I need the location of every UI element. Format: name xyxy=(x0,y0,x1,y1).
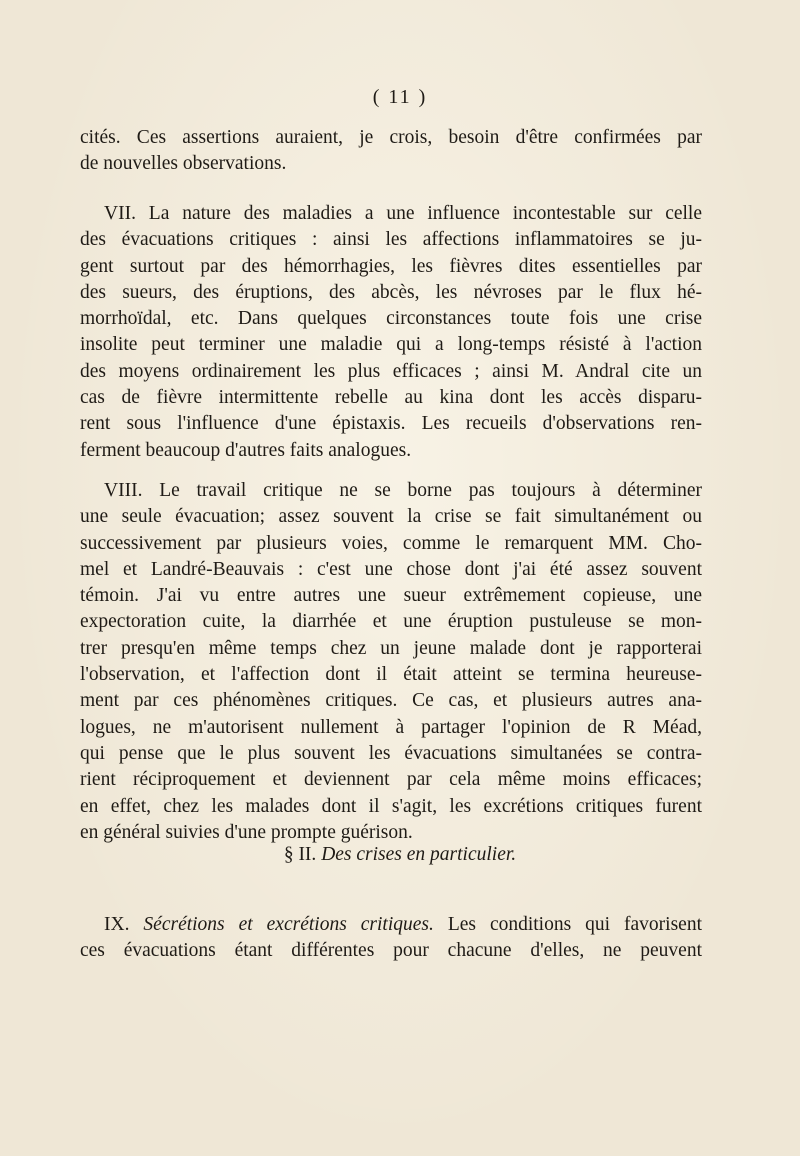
text-line: VII. La nature des maladies a une influence incontestable sur celle xyxy=(104,203,702,224)
paragraph-subject: Sécrétions et excrétions critiques. xyxy=(143,914,434,935)
text-line: insolite peut terminer une maladie qui a long-temps résisté à l'action xyxy=(80,334,702,356)
text-line: rent sous l'influence d'une épistaxis. Les recueils d'observations ren- xyxy=(80,413,702,435)
section-heading xyxy=(0,844,800,866)
text-line xyxy=(80,912,702,938)
text-line: qui pense que le plus souvent les évacuations simultanées se contra- xyxy=(80,742,702,764)
text-line: de nouvelles observations. xyxy=(80,153,287,175)
text-line: des évacuations critiques : ainsi les affections inflammatoires se ju- xyxy=(80,229,702,251)
text-line: expectoration cuite, la diarrhée et une éruption pustuleuse se mon- xyxy=(80,611,702,633)
paragraph-vii xyxy=(80,201,702,464)
text-line: rient réciproquement et deviennent par cela même moins efficaces; xyxy=(80,769,702,791)
text-line: une seule évacuation; assez souvent la crise se fait simultanément ou xyxy=(80,506,702,528)
paragraph-viii xyxy=(80,478,702,846)
text-line: mel et Landré-Beauvais : c'est une chose dont j'ai été assez souvent xyxy=(80,558,702,580)
text-line: des moyens ordinairement les plus efficaces ; ainsi M. Andral cite un xyxy=(80,360,702,382)
paragraph-continuation xyxy=(80,125,702,178)
text-line: ment par ces phénomènes critiques. Ce cas, et plusieurs autres ana- xyxy=(80,690,702,712)
paragraph-ix xyxy=(80,912,702,965)
text-line: VIII. Le travail critique ne se borne pas toujours à déterminer xyxy=(104,480,702,501)
text-fragment: Les conditions qui favorisent xyxy=(447,914,703,935)
text-line: ferment beaucoup d'autres faits analogues. xyxy=(80,439,412,461)
section-mark: § II. xyxy=(283,844,317,865)
text-line: successivement par plusieurs voies, comme le remarquent MM. Cho- xyxy=(80,532,702,554)
text-line: des sueurs, des éruptions, des abcès, les névroses par le flux hé- xyxy=(80,281,702,303)
text-line: cas de fièvre intermittente rebelle au kina dont les accès disparu- xyxy=(80,387,702,409)
text-line: cités. Ces assertions auraient, je crois, besoin d'être confirmées par xyxy=(80,127,702,148)
text-line: ces évacuations étant différentes pour chacune d'elles, ne peuvent xyxy=(80,940,702,962)
text-line: trer presqu'en même temps chez un jeune malade dont je rapporterai xyxy=(80,637,702,659)
text-line: morrhoïdal, etc. Dans quelques circonstances toute fois une crise xyxy=(80,308,702,330)
text-line: gent surtout par des hémorrhagies, les fièvres dites essentielles par xyxy=(80,255,702,277)
text-line: témoin. J'ai vu entre autres une sueur extrêmement copieuse, une xyxy=(80,585,702,607)
text-line: l'observation, et l'affection dont il était atteint se termina heureuse- xyxy=(80,664,702,686)
page-number: ( 11 ) xyxy=(372,86,428,108)
text-line: logues, ne m'autorisent nullement à partager l'opinion de R Méad, xyxy=(80,716,702,738)
section-title: Des crises en particulier. xyxy=(321,844,517,865)
paragraph-number: IX. xyxy=(104,914,130,935)
text-line: en effet, chez les malades dont il s'agit, les excrétions critiques furent xyxy=(80,795,702,817)
text-line: en général suivies d'une prompte guérison. xyxy=(80,821,413,843)
